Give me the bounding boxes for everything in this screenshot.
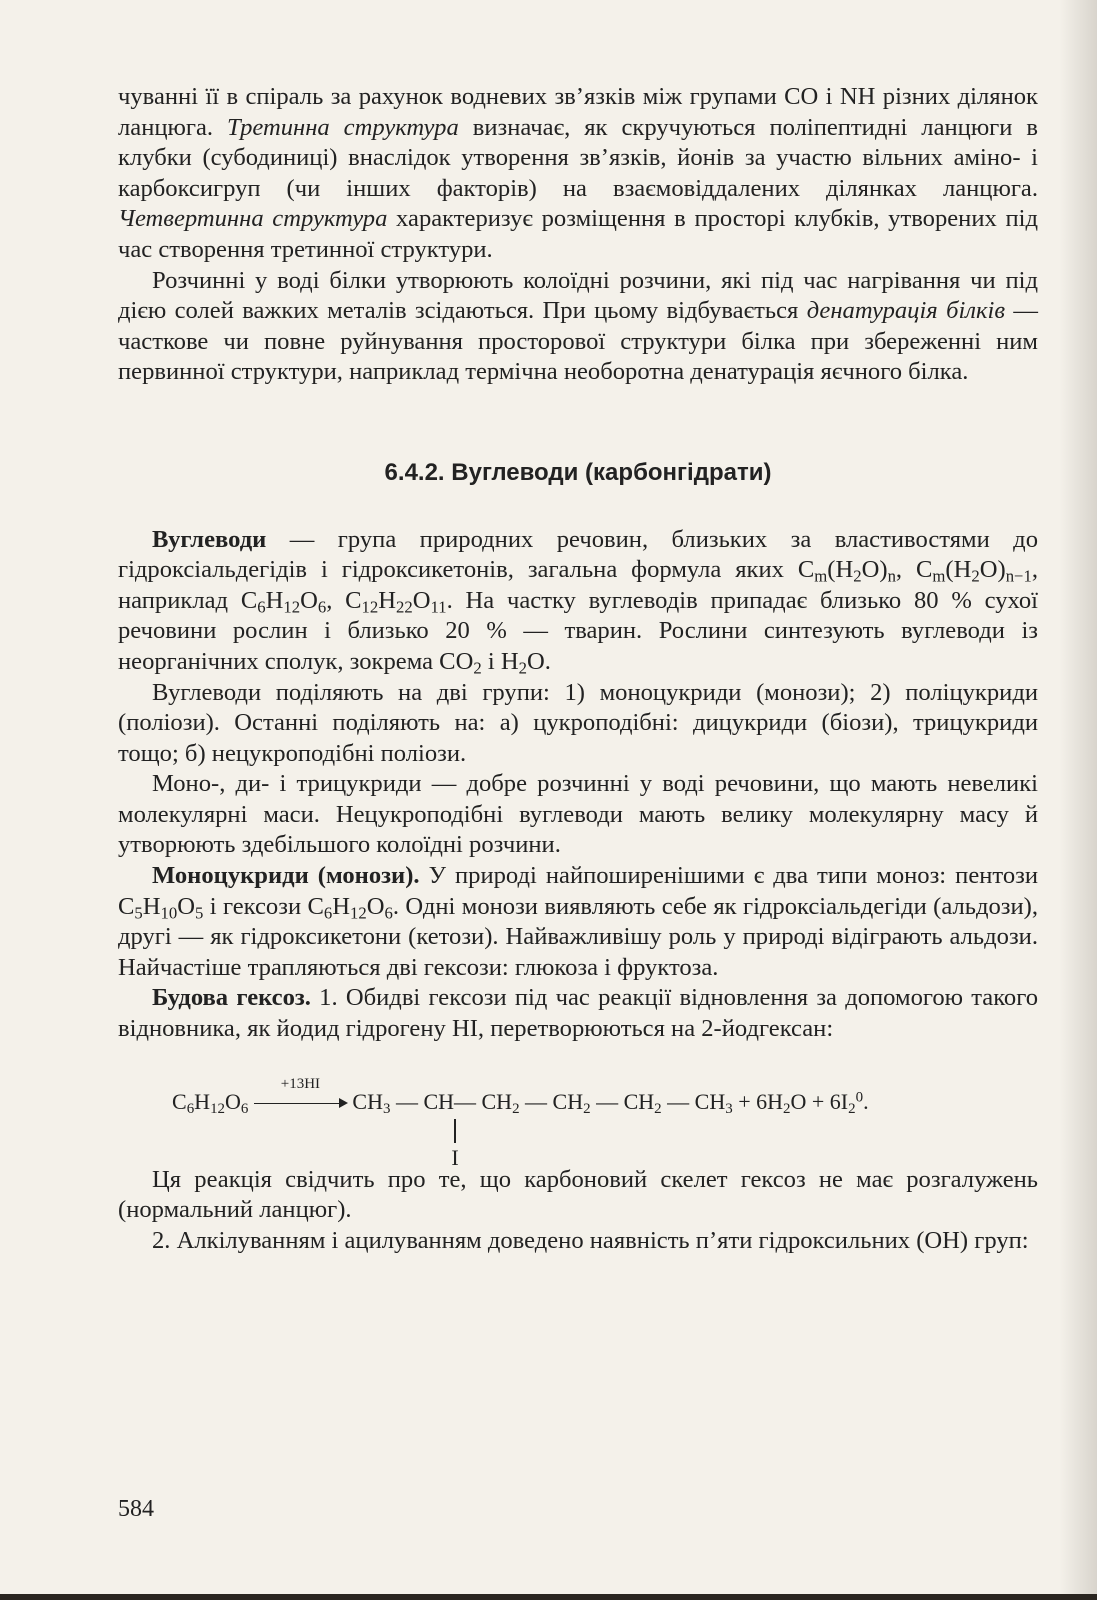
product: $CH_3$ — CH— $CH_2$ — $CH_2$ — $CH_2$ — $CH_3 + 6H_2O + 6I_2^0$. [352,1088,869,1117]
paragraph-denaturation [118,266,1038,388]
paragraph-protein-structure [118,82,1038,266]
term-tertiary-structure: Третинна структура [227,113,459,141]
paragraph-classification: Вуглеводи поділяють на дві групи: 1) моноцукриди (монози); 2) поліцукриди (поліози). Останні поділяють на: а) цукроподібні: дицукриди (біози), трицукриди тощо; б) нецукроподібні поліози. [118,678,1038,767]
formula-water: $H_2O$. [500,647,551,678]
formula-sucrose: $C_{12}H_{22}O_{11}$ [345,586,447,617]
iodine-label: I [451,1144,459,1170]
text: Розчинні у воді білки утворюють колоїдні розчини, які під час нагрівання чи під дією солей важких металів зсідаються. При цьому відбувається [118,266,1038,325]
page-body [118,82,1038,1256]
formula-general: $C_m(H_2O)_n$ [797,556,896,586]
formula-hexose: $C_6H_{12}O_6$ [307,892,393,923]
text: характеризує розміщення в просторі клубків, утворених під час створення третинної структури. [118,205,1038,263]
term-hexose-structure: Будова гексоз. [152,984,311,1012]
reaction-arrow [250,1075,350,1118]
formula-general-2: $C_m(H_2O)_{n-1}$ [916,556,1032,586]
reaction-equation [118,1055,1038,1170]
formula-pentose: $C_5H_{10}O_5$ [118,892,204,923]
text: визначає, як скручуються поліпептидні ланцюги в клубки (субодиниці) внаслідок утворення зв’язків, йонів за участю вільних аміно- і карбоксигруп (чи інших факторів) на взаємовіддалених ділянках ланцюга. [118,113,1039,202]
paragraph-solubility: Моно-, ди- і трицукриди — добре розчинні у воді речовини, що мають невеликі молекулярні маси. Нецукроподібні вуглеводи мають велику молекулярну масу й утворюють здебільшого колоїдні розчини. [118,770,1038,859]
page-edge-shadow [1059,0,1097,1600]
paragraph-carbohydrates-definition: Вуглеводи — група природних речовин, близьких за властивостями до гідроксіальдегідів і гідроксикетонів, загальна формула яких $C_m(H_2O)_n$, $C_m(H_2O)_{n-1}$, наприклад $C_6H_{12}O_6$, $C_{12}H_{22}O_{11}$. На частку вуглеводів припадає близько 80 % сухої речовини рослин і близько 20 % — тварин. Рослини синтезують вуглеводи із неорганічних сполук, зокрема $CO_2$ і $H_2O$. [118,525,1039,678]
term-carbohydrates: Вуглеводи [152,525,267,553]
text: — група природних речовин, близьких за властивостями до гідроксіальдегідів і гідроксикетонів, загальна формула яких [118,525,1038,584]
text: чуванні її в спіраль за рахунок водневих зв’язків між групами CO і NH різних ділянок ланцюга. [118,83,1038,141]
page-number: 584 [118,1496,154,1522]
term-quaternary-structure: Четвертинна структура [118,205,388,233]
formula-co2: $CO_2$ [439,647,482,678]
formula-glucose: $C_6H_{12}O_6$ [240,586,327,617]
term-monosaccharides: Моноцукриди (монози). [152,862,420,890]
paragraph-hexose-structure: Будова гексоз. 1. Обидві гексози під час реакції відновлення за допомогою такого відновника, як йодид гідрогену HI, перетворюються на 2-йодгексан: [118,984,1038,1043]
paragraph-monosaccharides: Моноцукриди (монози). У природі найпоширенішими є два типи моноз: пентози $C_5H_{10}O_5$ і гексози $C_6H_{12}O_6$. Одні монози виявляють себе як гідроксіальдегіди (альдози), другі — як гідроксикетони (кетози). Найважливішу роль у природі відіграють альдози. Найчастіше трапляються дві гексози: глюкоза і фруктоза. [118,862,1038,981]
text: — часткове чи повне руйнування просторової структури білка при збереженні ним первинної структури, наприклад термічна необоротна денатурація яєчного білка. [118,297,1038,386]
term-denaturation: денатурація білків [806,297,1006,325]
page-bottom-edge [0,1594,1097,1600]
paragraph-hydroxyl-groups: 2. Алкілуванням і ацилуванням доведено наявність п’яти гідроксильних (OH) груп: [152,1226,1029,1254]
iodine-branch [445,1119,465,1174]
reactant: $C_6H_{12}O_6$ [172,1088,249,1117]
section-title: 6.4.2. Вуглеводи (карбонгідрати) [384,458,772,486]
paragraph-reaction-conclusion: Ця реакція свідчить про те, що карбоновий скелет гексоз не має розгалужень (нормальний ланцюг). [118,1165,1038,1224]
reaction-line [172,1075,869,1118]
arrow-label: +13HI [280,1075,321,1092]
